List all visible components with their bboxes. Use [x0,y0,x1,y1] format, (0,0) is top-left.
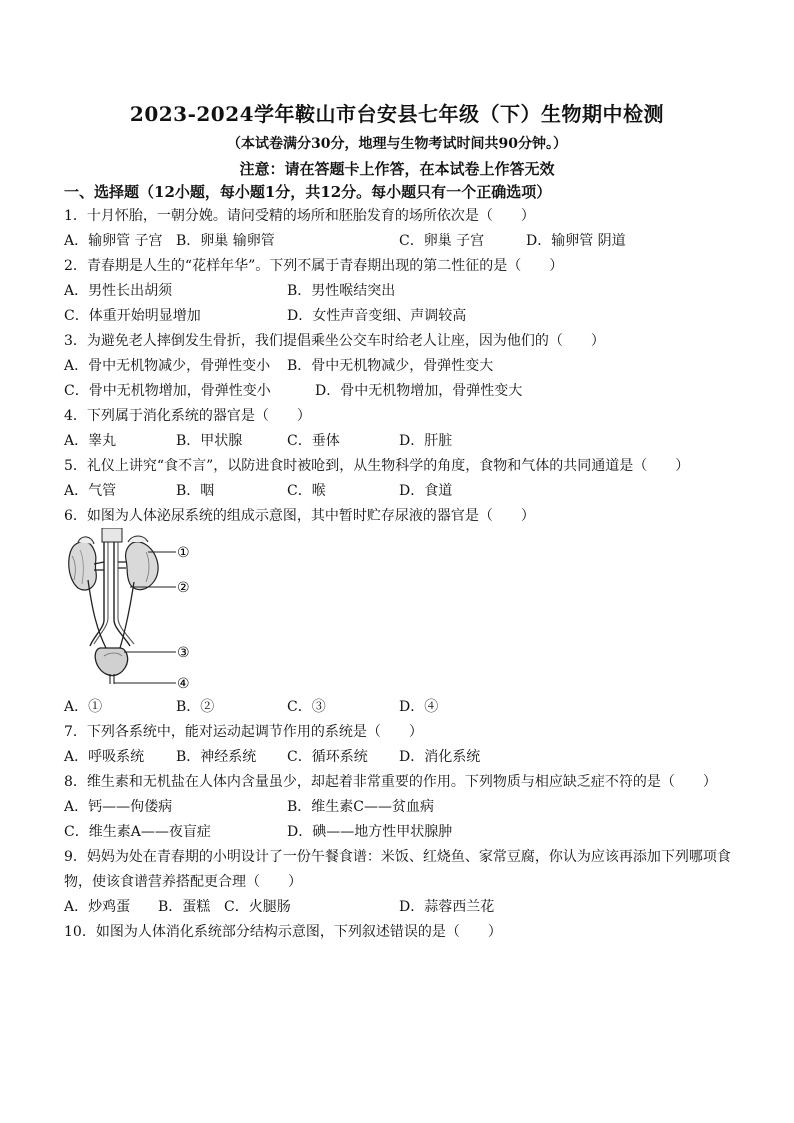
section-heading: 一、选择题（12小题，每小题1分，共12分。每小题只有一个正确选项） [64,183,552,201]
question-2-option-b: B．男性喉结突出 [287,283,396,299]
question-9-option-b: B．蛋糕 [158,899,211,915]
question-8-option-d: D．碘——地方性甲状腺肿 [287,824,453,840]
question-1-stem: 1．十月怀胎，一朝分娩。请问受精的场所和胚胎发育的场所依次是（ ） [64,208,535,224]
question-3-option-d: D．骨中无机物增加，骨弹性变大 [315,383,523,399]
urinary-system-figure [64,528,214,690]
question-4-stem: 4．下列属于消化系统的器官是（ ） [64,408,311,424]
question-6-stem: 6．如图为人体泌尿系统的组成示意图，其中暂时贮存尿液的器官是（ ） [64,508,535,524]
question-3-option-a: A．骨中无机物减少，骨弹性变小 [64,358,271,374]
question-5-option-d: D．食道 [399,483,453,499]
right-ureter-shape [120,582,134,648]
question-3-stem: 3．为避免老人摔倒发生骨折，我们提倡乘坐公交车时给老人让座，因为他们的（ ） [64,333,605,349]
question-8-option-b: B．维生素C——贫血病 [287,799,434,815]
question-6-option-b: B．② [176,699,215,715]
question-1-option-b: B．卵巢 输卵管 [176,233,275,249]
exam-notice: 注意：请在答题卡上作答，在本试卷上作答无效 [239,160,555,178]
question-8-option-c: C．维生素A——夜盲症 [64,824,211,840]
vessel-top-shape [102,528,122,542]
question-10-stem: 10．如图为人体消化系统部分结构示意图，下列叙述错误的是（ ） [64,924,502,940]
page-title: 2023-2024学年鞍山市台安县七年级（下）生物期中检测 [129,102,665,126]
question-8-option-a: A．钙——佝偻病 [64,799,173,815]
figure-label-4: ④ [177,676,190,690]
question-7-option-b: B．神经系统 [176,749,257,765]
question-4-option-b: B．甲状腺 [176,433,243,449]
question-7-option-a: A．呼吸系统 [64,749,145,765]
question-9-option-a: A．炒鸡蛋 [64,899,131,915]
figure-label-2: ② [177,580,190,596]
question-4-option-a: A．睾丸 [64,433,117,449]
figure-label-1: ① [177,545,190,561]
question-9-stem-continued: 物，使该食谱营养搭配更合理（ ） [64,874,302,890]
question-5-stem: 5．礼仪上讲究“食不言”，以防进食时被呛到，从生物科学的角度，食物和气体的共同通道是（ ） [64,458,690,474]
question-7-option-c: C．循环系统 [287,749,368,765]
question-1-option-d: D．输卵管 阴道 [526,233,626,249]
question-6-option-c: C．③ [287,699,326,715]
question-2-option-c: C．体重开始明显增加 [64,308,201,324]
renal-vessel-shape [94,562,126,570]
question-2-option-d: D．女性声音变细、声调较高 [287,308,467,324]
question-6-option-a: A．① [64,699,103,715]
question-4-option-d: D．肝脏 [399,433,453,449]
question-9-option-d: D．蒜蓉西兰花 [399,899,495,915]
question-1-option-a: A．输卵管 子宫 [64,233,163,249]
question-7-stem: 7．下列各系统中，能对运动起调节作用的系统是（ ） [64,724,423,740]
question-5-option-b: B．咽 [176,483,215,499]
bladder-shape [95,648,127,676]
question-8-stem: 8．维生素和无机盐在人体内含量虽少，却起着非常重要的作用。下列物质与相应缺乏症不符的是（ ） [64,774,717,790]
question-9-option-c: C．火腿肠 [224,899,291,915]
question-5-option-a: A．气管 [64,483,117,499]
question-2-option-a: A．男性长出胡须 [64,283,173,299]
question-1-option-c: C．卵巢 子宫 [399,233,485,249]
question-2-stem: 2．青春期是人生的“花样年华”。下列不属于青春期出现的第二性征的是（ ） [64,258,564,274]
question-5-option-c: C．喉 [287,483,326,499]
question-3-option-b: B．骨中无机物减少，骨弹性变大 [287,358,494,374]
question-4-option-c: C．垂体 [287,433,340,449]
question-6-option-d: D．④ [399,699,439,715]
right-adrenal-shape [128,536,148,542]
figure-label-3: ③ [177,645,190,661]
exam-subtitle: （本试卷满分30分，地理与生物考试时间共90分钟。） [227,136,567,152]
right-kidney-shape [126,542,158,590]
question-7-option-d: D．消化系统 [399,749,481,765]
vessel-shape [90,528,130,646]
question-3-option-c: C．骨中无机物增加，骨弹性变小 [64,383,271,399]
question-9-stem: 9．妈妈为处在青春期的小明设计了一份午餐食谱：米饭、红烧鱼、家常豆腐，你认为应该再添加下列哪项食 [64,849,731,865]
